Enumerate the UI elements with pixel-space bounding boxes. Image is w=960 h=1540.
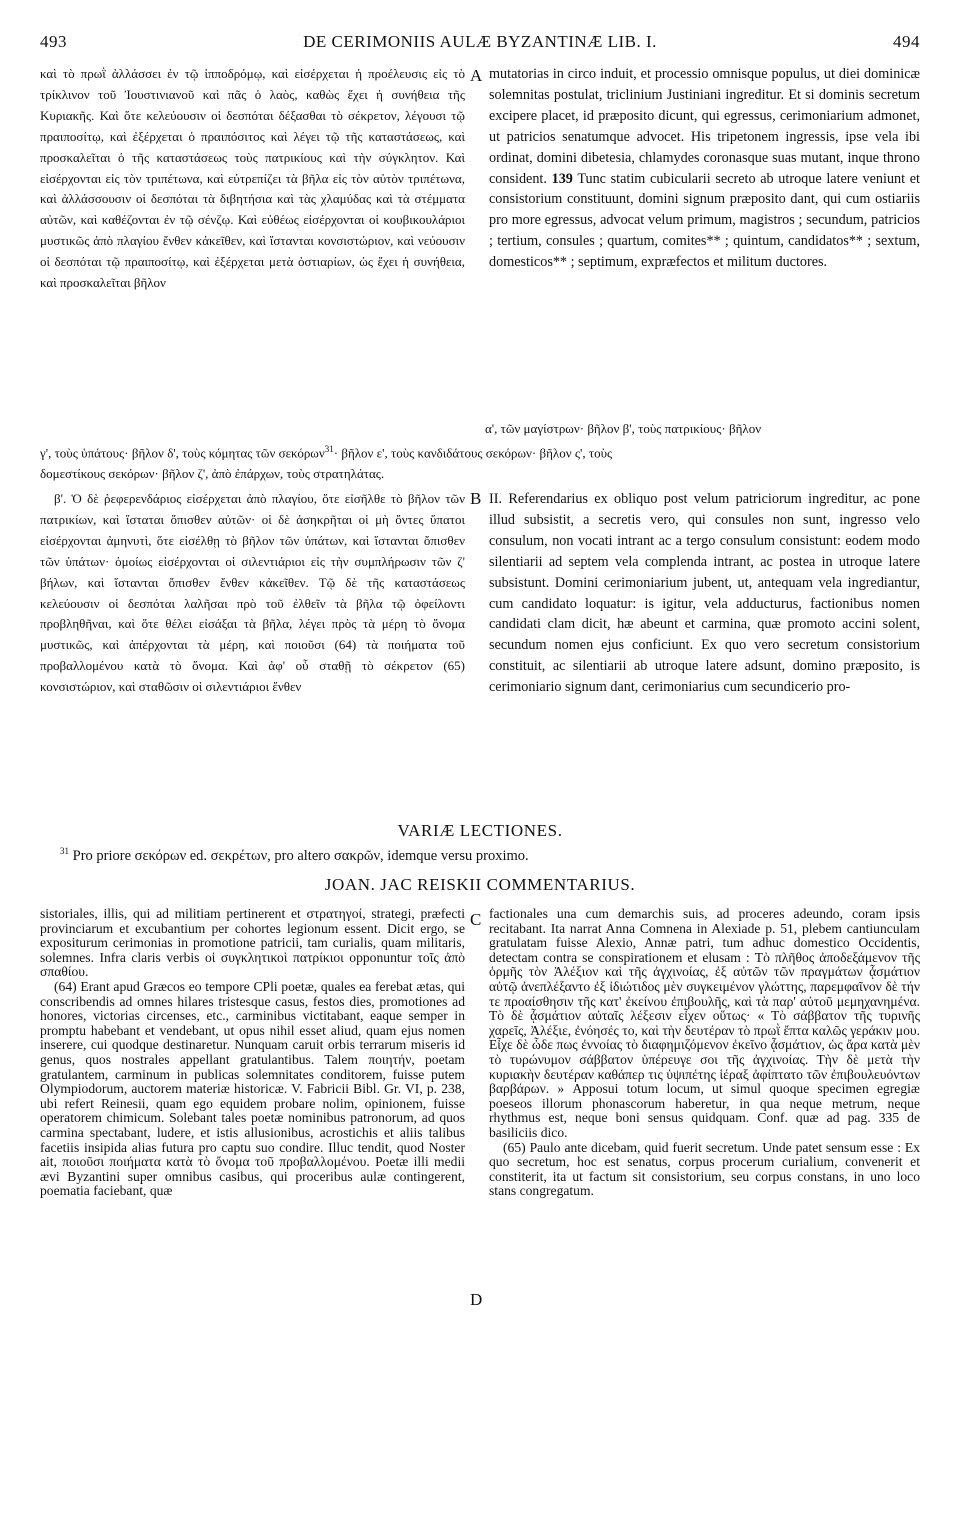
latin-text-section-1 <box>489 64 920 418</box>
variant-reading <box>60 846 920 865</box>
commentary-paragraph: factionales una cum demarchis suis, ad proceres adeundo, coram ipsis recitabant. Ita narrat Anna Comnena in Alexiade p. 51, plebem cantiunculam gratulatam fuisse Alexio, Annæ patri, tum adhuc domestico Occidentis, detectam contra se conspirationem et elusam : Τὸ πλῆθος ἀποδεξάμενον τῆς ὁρμῆς τὸν Ἀλέξιον καὶ τῆς ἀγχινοίας, ἐξ αὐτῶν τῶν πραγμάτων ᾆσμάτιον αὐτῷ ἀνεπλέξαντο ἐξ ἰδιώτιδος μὲν συγκειμένον γλώττης, παρεμφαῖνον δὲ τήν τε προαίσθησιν τῆς κατ' ἐκείνου ἐπιβουλῆς, καὶ τὰ παρ' αὐτοῦ μεμηχανημένα. Τὸ δὲ ᾆσμάτιον αὐταῖς λέξεσιν εἶχεν οὕτως· « Τὸ σάββατον τῆς τυρινῆς χαρεῖς, Ἀλέξιε, ἐνόησές το, καὶ τὴν δευτέραν τὸ πρωῒ ἔπτα καλῶς γεράκιν μου. Εἶχε δὲ ὧδε πως ἐννοίας τὸ διαφημιζόμενον ἐκεῖνο ᾆσμάτιον, ὡς ἄρα κατὰ μὲν τὸ τυρώνυμον σάββατον ὑπέρευγε σοι τῆς ἀγχινοίας. Τὴν δὲ μετὰ τὴν κυριακὴν δευτέραν καθάπερ τις ὑψιπέτης ἱέραξ ἀφίπτατο τῶν ἐπιβουλευόντων βαρβάρων. » Apposui totum locum, ut simul quoque specimen egregiæ poeseos illorum phonascorum haberetur, in qua neque metrum, neque rhythmus est, neque boni sensus quidquam. Conf. quæ ad pag. 335 de basiliciis dico. <box>489 907 920 1140</box>
margin-marker-c: C <box>470 910 482 929</box>
greek-line-text: γ', τοὺς ὑπάτους· βῆλον δ', τοὺς κόμητας τῶν σεκόρων <box>40 445 325 461</box>
variae-heading: VARIÆ LECTIONES. <box>397 821 563 840</box>
greek-paragraph: β'. Ὁ δὲ ῥεφερενδάριος εἰσέρχεται ἀπὸ πλαγίου, ὅτε εἰσῆλθε τὸ βῆλον τῶν πατρικίων, καὶ ἵσταται ὄπισθεν αὐτῶν· οἱ δὲ ἀσηκρῆται οἱ μὴ ὄντες ὕπατοι εἰσέρχονται ἀμηνυτὶ, ὅτε εἰσέλθῃ τὸ βῆλον τῶν ὑπάτων, καὶ ἵστανται ὄπισθεν τῶν ὑπάτων· ὁμοίως εἰσέρχονται οἱ σιλεντιάριοι εἰς τὴν συμπλήρωσιν τῶν ζ' βήλων, καὶ ἵστανται ὄπισθεν ἔνθεν κἀκεῖθεν. Τῷ δὲ τῆς καταστάσεως κελεύουσιν οἱ δεσπόται λαλῆσαι πρὸ τοῦ ἐλθεῖν τὰ βῆλα τῷ ὀφείλοντι προβληθῆναι, καὶ ὅτε θέλει εἰσάξαι τὰ βῆλα, λέγει πρὸς τὰ μέρη τὸ ὄνομα μυστικῶς, καὶ ἀπέρχονται τὰ μέρη, καὶ ποιοῦσι (64) τὰ ποιήματα τοῦ προβαλλομένου κατὰ τὸ ὄνομα. Καὶ ἀφ' οὗ σταθῇ τὸ σέκρετον (65) κονσιστώριον, καὶ σταθῶσιν οἱ σιλεντιάριοι ἔνθεν <box>40 491 465 695</box>
latin-paragraph <box>489 64 920 273</box>
greek-full-width-lines <box>40 418 920 484</box>
latin-text-cont: Tunc statim cubicularii secreto ab utroque latere veniunt et consistorium constituunt, domini signum præposito dant, qui cum ostiariis pro more egressus, advocat velum primum, magistros ; secundum, patricios ; tertium, consules ; quartum, comites** ; quintum, candidatos** ; sextum, domesticos** ; septimum, expræfectos et militum ductores. <box>489 170 920 271</box>
greek-text-section-1 <box>40 64 465 418</box>
greek-line-text: · βῆλον ε', τοὺς κανδιδάτους σεκόρων· βῆλον ς', τοὺς <box>333 445 613 461</box>
commentary-paragraph: (64) Erant apud Græcos eo tempore CPli poetæ, quales ea ferebat ætas, qui conscribendis ad omnes hilares tristesque casus, festos dies, promotiones ad honores, victorias circenses, etc., carminibus victitabant, eaque semper in promptu habebant et vendebant, ut opus nihil esset aliud, quam ejus nomen inserere, cui quodque destinaretur. Nunquam caruit orbis terrarum miseris id genus, quos nostrales appellant gratulantibus. Talem ποιητήν, poetam gratulantem, carminum in publicas solemnitates conditorem, fuisse putem Olympiodorum, auctorem materiæ historicæ. V. Fabricii Bibl. Gr. VI, p. 238, ubi refert Reinesii, quam ego equidem probare nolim, opinionem, fuisse operatorem chimicum. Solebant tales poetæ nominibus patronorum, ad quos carmina spectabant, ludere, et istis allusionibus, acrostichis et aliis talibus facetiis insipida alias futura pro captu suo condire. Illuc tendit, quod Noster ait, ποιοῦσι ποιήματα κατὰ τὸ ὄνομα τοῦ προβαλλομένου. Poetæ illi medii ævi Byzantini super omnibus casibus, qui proceribus aulæ contingerent, poematia faciebant, quæ <box>40 978 465 1199</box>
commentary-heading: JOAN. JAC REISKII COMMENTARIUS. <box>324 875 636 894</box>
footnote-number: 31 <box>60 846 69 856</box>
latin-paragraph: II. Referendarius ex obliquo post velum patriciorum ingreditur, ac pone illud subsistit, a secretis vero, qui consules non sunt, ingresso velo consulum, non vocati intrant ac a tergo consulum consistunt: eodem modo silentiarii ad septem vela complenda intrant, ac postea in utroque latere subsistunt. Domini cerimoniarium jubent, ut, antequam vela ingrediantur, cum candidato loquatur: is igitur, vela adducturus, factionibus nomen candidati clam dicit, hæ abeunt et carmina, quæ promoto accini solent, secundum nomen ejus conficiunt. Ex quo vero secretum consistorium constituit, ac silentiarii ab utroque latere adsunt, domino præposito, is cerimoniario signum dant, cerimoniarius cum secundicerio pro- <box>489 491 920 696</box>
margin-marker-b: B <box>470 489 482 508</box>
variant-text: Pro priore σεκόρων ed. σεκρέτων, pro altero σακρῶν, idemque versu proximo. <box>72 847 529 864</box>
greek-text-section-2 <box>40 489 465 819</box>
greek-line: α', τῶν μαγίστρων· βῆλον β', τοὺς πατρικίους· βῆλον <box>485 421 762 436</box>
greek-line: δομεστίκους σεκόρων· βῆλον ζ', ἀπὸ ἐπάρχων, τοὺς στρατηλάτας. <box>40 466 385 482</box>
margin-marker-a: A <box>470 66 483 85</box>
commentary-left-column <box>40 907 465 1507</box>
footnote-ref: 31 <box>324 444 334 454</box>
commentary-right-column <box>489 907 920 1507</box>
latin-text-section-2 <box>489 489 920 819</box>
page-number-left: 493 <box>40 32 67 51</box>
page-number-right: 494 <box>893 32 920 51</box>
section-number-bold: 139 <box>551 170 573 187</box>
greek-line <box>40 439 920 463</box>
margin-marker-d: D <box>470 1290 483 1309</box>
running-header <box>40 32 920 56</box>
latin-text: mutatorias in circo induit, et processio omnisque populus, ut diei dominicæ solemnitas postulat, triclinium Justiniani ingreditur. Et si dominis secretum excipere placet, id præposito dicunt, qui egressus, cerimoniarium admonet, ut patricios senatumque advocet. His tripetonem ingressis, ipse vela ibi ordinat, domini dibetesia, chlamydes coronasque suas mutant, inque throno consident. <box>489 66 920 187</box>
running-title: DE CERIMONIIS AULÆ BYZANTINÆ LIB. I. <box>303 32 657 51</box>
greek-paragraph: καὶ τὸ πρωῒ ἀλλάσσει ἐν τῷ ἱπποδρόμῳ, καὶ εἰσέρχεται ἡ προέλευσις εἰς τὸ τρίκλινον τοῦ Ἰουστινιανοῦ καὶ πᾶς ὁ λαὸς, καθὼς ἔχει ἡ συνήθεια τῆς Κυριακῆς. Καὶ ὅτε κελεύουσιν οἱ δεσπόται δέξασθαι τὸ σέκρετον, λέγουσι τῷ πραιποσίτῳ, καὶ ἐξέρχεται ὁ πραιπόσιτος καὶ λέγει τῷ τῆς καταστάσεως, καὶ προσκαλεῖται ὁ τῆς καταστάσεως τοὺς πατρικίους καὶ τὴν σύγκλητον. Καὶ εἰσέρχονται εἰς τὸν τριπέτωνα, καὶ εὐτρεπίζει τὰ βῆλα εἰς τὸν αὐτὸν τριπέτωνα, καὶ ἀλλάσσουσιν οἱ δεσπόται τὰ διβητήσια καὶ τὰς χλαμύδας καὶ τὰ στέμματα αὐτῶν, καὶ καθέζονται ἐν τῷ σένζῳ. Καὶ εὐθέως εἰσέρχονται οἱ κουβικουλάριοι μυστικῶς ἀπὸ πλαγίου ἔνθεν κἀκεῖθεν, καὶ ἵστανται κονσιστώριον, καὶ νεύουσιν οἱ δεσπόται τῷ πραιποσίτῳ, καὶ ἐξέρχεται μετὰ ὀστιαρίων, ὡς ἔχει ἡ συνήθεια, καὶ προσκαλεῖται βῆλον <box>40 66 465 291</box>
commentary-paragraph: sistoriales, illis, qui ad militiam pertinerent et στρατηγοί, strategi, præfecti provinciarum et excubantium per cohortes legionum essent. Dicit ergo, se expositurum cerimonias in promotione patricii, tam curialis, quam militaris, solemnes. Infra claris verbis οἱ συγκλητικοὶ πατρίκιοι opponuntur τοῖς ἀπὸ σπαθίου. <box>40 907 465 980</box>
commentary-paragraph: (65) Paulo ante dicebam, quid fuerit secretum. Unde patet sensum esse : Ex quo secretum, hoc est senatus, corpus procerum curialium, convenerit et constiterit, ita ut factum sit consistorium, seu corpus constans, in uno loco stans congregatum. <box>489 1139 920 1199</box>
